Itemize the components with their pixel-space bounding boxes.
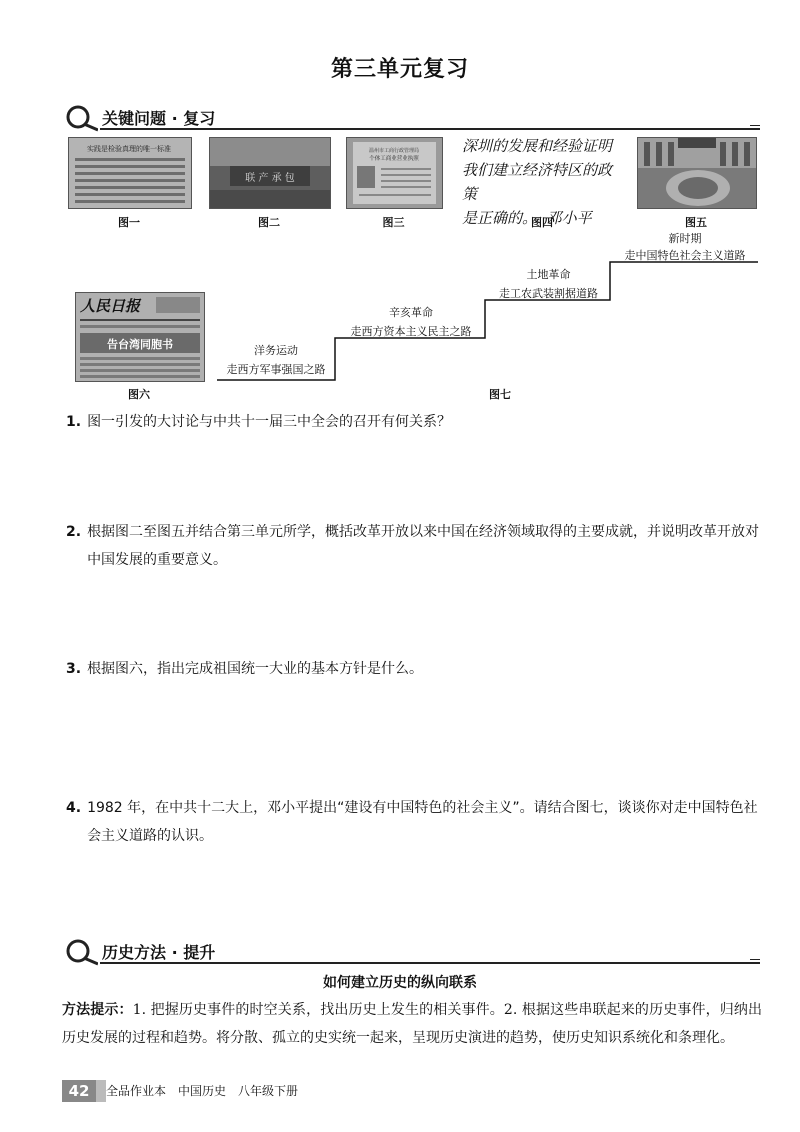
section-label: 关键问题 · 复习 [102, 109, 216, 128]
stair-1-path: 走西方军事强国之路 [226, 363, 326, 376]
figure-6-headline: 告台湾同胞书 [107, 338, 173, 351]
section-divider [100, 128, 760, 130]
question-number: 2. [66, 524, 82, 540]
figure-2-caption: 图二 [258, 216, 280, 229]
book-info: 全品作业本 中国历史 八年级下册 [106, 1084, 299, 1098]
figure-4-signature: 邓小平 [546, 209, 592, 227]
figure-2-photo [209, 137, 331, 209]
magnifier-icon [64, 938, 98, 966]
figure-1-headline: 实践是检验真理的唯一标准 [87, 145, 171, 153]
figure-4-line2: 我们建立经济特区的政策 [462, 161, 613, 203]
stair-2-event: 辛亥革命 [389, 306, 433, 319]
question-1 [66, 408, 760, 436]
question-text: 根据图二至图五并结合第三单元所学，概括改革开放以来中国在经济领域取得的主要成就，并说明改革开放对中国发展的重要意义。 [87, 524, 760, 568]
figure-7-staircase [215, 232, 760, 384]
page-number: 42 [62, 1080, 96, 1102]
figure-3-caption: 图三 [382, 216, 405, 229]
stair-2-path: 走西方资本主义民主之路 [350, 325, 472, 338]
section-label: 历史方法 · 提升 [102, 943, 216, 962]
figure-3-license [346, 137, 443, 209]
magnifier-icon [64, 104, 98, 132]
section-divider [100, 962, 760, 964]
question-number: 4. [66, 800, 82, 816]
question-text: 图一引发的大讨论与中共十一届三中全会的召开有何关系？ [87, 414, 452, 430]
method-title: 如何建立历史的纵向联系 [323, 975, 477, 991]
question-number: 3. [66, 661, 82, 677]
stair-3-event: 土地革命 [526, 268, 571, 281]
method-label: 方法提示： [62, 1002, 133, 1018]
figure-1-caption: 图一 [118, 216, 140, 229]
stair-3-path: 走工农武装割据道路 [499, 287, 598, 300]
question-text: 1982 年，在中共十二大上，邓小平提出“建设有中国特色的社会主义”。请结合图七，谈谈你对走中国特色社会主义道路的认识。 [87, 800, 758, 844]
figure-1-newspaper [68, 137, 192, 209]
figure-4-line1: 深圳的发展和经验证明 [462, 137, 613, 155]
stair-1-event: 洋务运动 [254, 344, 298, 357]
figure-5-caption: 图五 [685, 216, 707, 229]
figure-2-sign: 联 产 承 包 [245, 173, 295, 184]
figure-5-building [637, 137, 757, 209]
figure-7-caption: 图七 [489, 388, 511, 401]
figure-4-line3: 是正确的。 [462, 209, 538, 227]
section-header-method [64, 938, 760, 966]
stair-4-path: 走中国特色社会主义道路 [624, 249, 746, 262]
method-text: 1. 把握历史事件的时空关系，找出历史上发生的相关事件。2. 根据这些串联起来的历史事件，归纳出历史发展的过程和趋势。将分散、孤立的史实统一起来，呈现历史演进的趋势，使历史知识系统化和条理化。 [62, 1002, 762, 1046]
method-tips [62, 996, 762, 1052]
question-text: 根据图六，指出完成祖国统一大业的基本方针是什么。 [87, 661, 424, 677]
section-header-review [64, 104, 760, 132]
figure-6-newspaper [75, 292, 205, 382]
question-4 [66, 794, 760, 850]
question-3 [66, 655, 760, 683]
question-2 [66, 518, 760, 574]
figure-4-caption: 图四 [531, 216, 553, 229]
question-number: 1. [66, 414, 82, 430]
figure-6-caption: 图六 [128, 388, 150, 401]
figure-3-doc-line1: 温州市工商行政管理局 [368, 148, 420, 154]
figure-3-doc-line2: 个体工商业营业执照 [369, 156, 419, 162]
figure-6-masthead: 人民日报 [80, 297, 141, 315]
page-title: 第三单元复习 [330, 57, 469, 82]
stair-4-event: 新时期 [668, 232, 702, 245]
